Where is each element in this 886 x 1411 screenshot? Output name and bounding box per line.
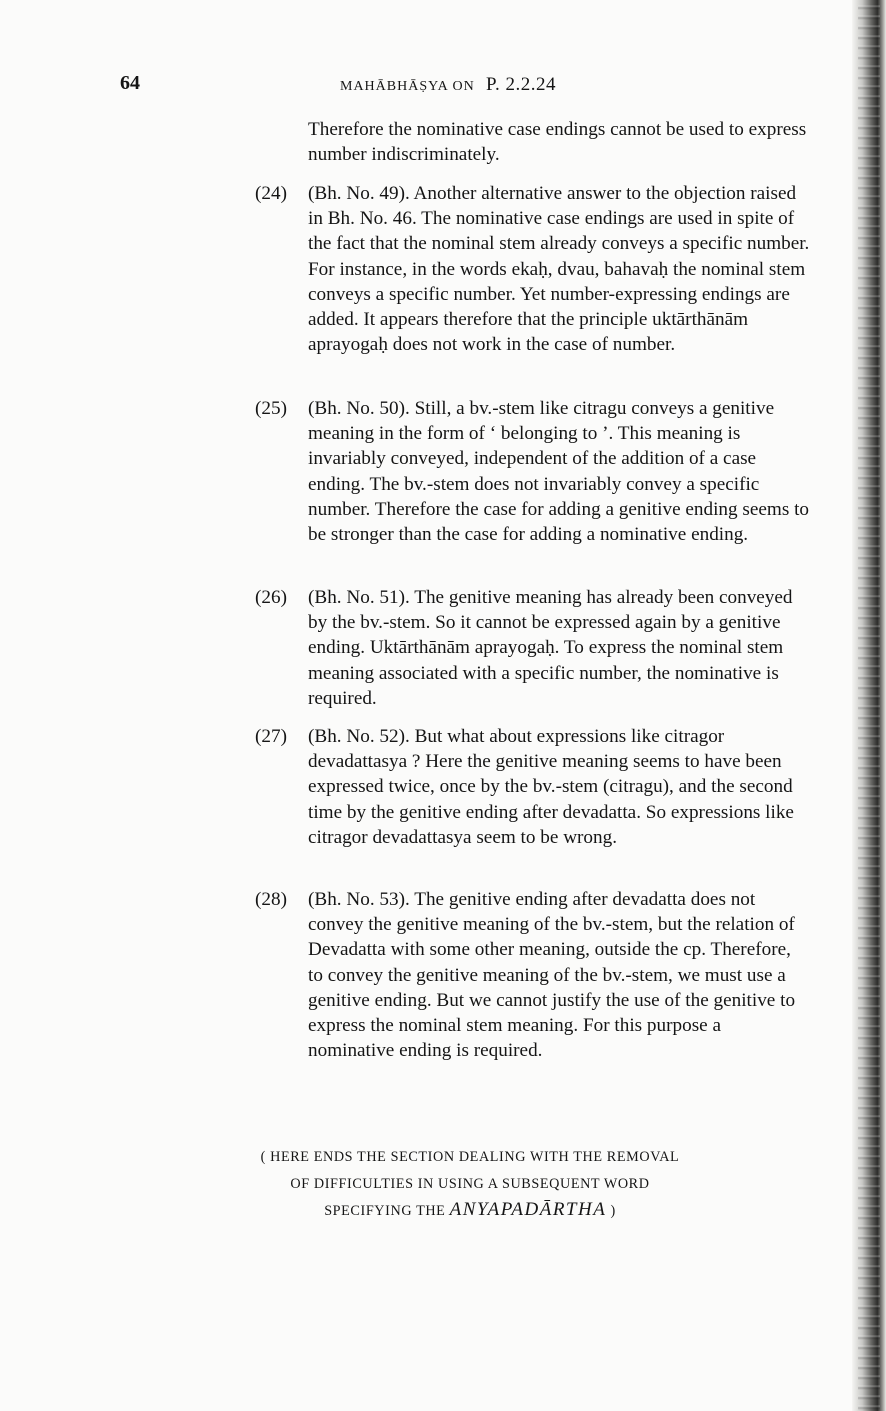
page-number: 64 bbox=[120, 72, 140, 94]
page-edge-texture bbox=[858, 0, 880, 1411]
item-number-26: (26) bbox=[255, 587, 287, 608]
item-number-28: (28) bbox=[255, 889, 287, 910]
item-text-26: (Bh. No. 51). The genitive meaning has already been conveyed by the bv.-stem. So it cannot be expressed again by a genitive ending. Uktārthānām aprayogaḥ. To express the nominal stem meaning associated with a specific number, the nominative is required. bbox=[308, 587, 793, 709]
intro-paragraph: Therefore the nominative case endings cannot be used to express number indiscriminately. bbox=[308, 119, 807, 166]
closing-line-2: OF DIFFICULTIES IN USING A SUBSEQUENT WORD bbox=[290, 1175, 650, 1192]
running-head bbox=[340, 74, 556, 96]
closing-line-3 bbox=[120, 1197, 820, 1225]
item-text-24: (Bh. No. 49). Another alternative answer to the objection raised in Bh. No. 46. The nominative case endings are used in spite of the fact that the nominal stem already conveys a specific number. For instance, in the words ekaḥ, dvau, bahavaḥ the nominal stem conveys a specific number. Yet number-expressing endings are added. It appears therefore that the principle uktārthānām aprayogaḥ does not work in the case of number. bbox=[308, 183, 810, 356]
item-number-27: (27) bbox=[255, 726, 287, 747]
item-number-25: (25) bbox=[255, 398, 287, 419]
closing-line-1: ( HERE ENDS THE SECTION DEALING WITH THE REMOVAL bbox=[260, 1149, 680, 1165]
item-text-25: (Bh. No. 50). Still, a bv.-stem like citragu conveys a genitive meaning in the form of ‘ belonging to ’. This meaning is invariably conveyed, independent of the addition of a case ending. The bv.-stem does not invariably convey a specific number. Therefore the case for adding a genitive ending seems to be stronger than the case for adding a nominative ending. bbox=[308, 398, 810, 546]
item-text-28: (Bh. No. 53). The genitive ending after devadatta does not convey the genitive meaning of the bv.-stem, but the relation of Devadatta with some other meaning, outside the cp. Therefore, to convey the genitive meaning of the bv.-stem, we must use a genitive ending. But we cannot justify the use of the genitive to express the nominal stem meaning. For this purpose a nominative ending is required. bbox=[308, 889, 796, 1062]
item-number-24: (24) bbox=[255, 183, 287, 204]
section-reference: P. 2.2.24 bbox=[486, 74, 556, 95]
running-title: MAHĀBHĀṢYA ON bbox=[340, 79, 475, 94]
closing-line-3-suffix: ) bbox=[610, 1203, 616, 1219]
closing-line-3-prefix: SPECIFYING THE bbox=[324, 1203, 446, 1219]
closing-note bbox=[120, 1144, 820, 1225]
closing-term: ANYAPADĀRTHA bbox=[449, 1199, 607, 1220]
item-text-27: (Bh. No. 52). But what about expressions like citragor devadattasya ? Here the genitive meaning seems to have been expressed twice, once by the bv.-stem (citragu), and the second time by the genitive ending after devadatta. So expressions like citragor devadattasya seem to be wrong. bbox=[308, 726, 794, 848]
